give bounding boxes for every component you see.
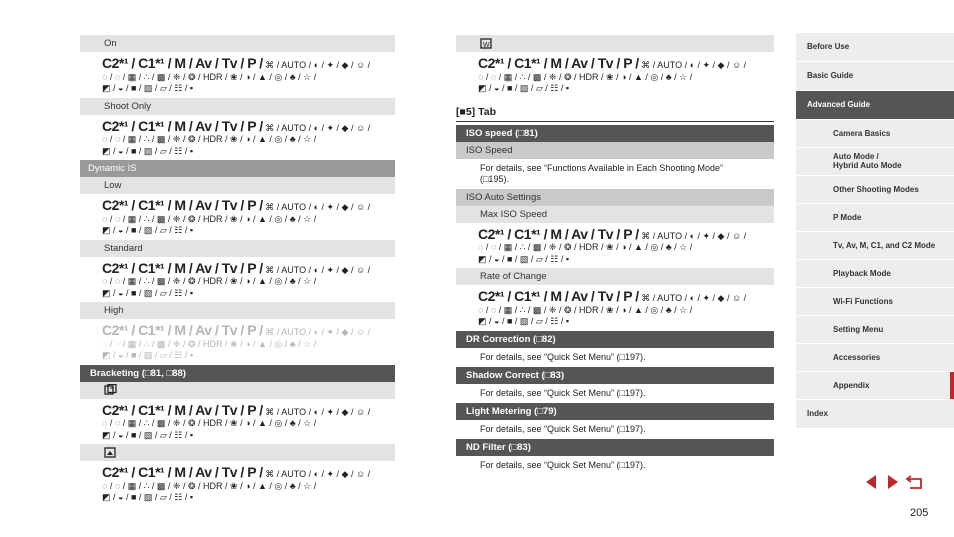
bracketing-type-1-row [80, 382, 395, 399]
page-navigation [862, 473, 924, 491]
return-icon [906, 474, 924, 490]
mode-list-bracket-2: C2*¹ / C1*¹ / M / Av / Tv / P / ⌘ / AUTO / ◐ / ✦ / ◆ / ☺ / ◌ / ◌ / ▦ / ∴ / ▩ / ❈ / ❂ / HDR / ❀ / ◑ / ▲ / ◎ / ♣ / ☆ / ◩ / ◒ / ■ / ▧ / ▱ / ☷ / ▪ [102, 464, 371, 502]
max-iso-row: Max ISO Speed [456, 206, 774, 223]
on-row: On [80, 35, 395, 52]
nav-auto-mode[interactable]: Auto Mode / Hybrid Auto Mode [796, 148, 954, 175]
nav-camera-basics[interactable]: Camera Basics [796, 120, 954, 147]
arrow-left-icon [863, 474, 879, 490]
nd-filter-desc: For details, see “Quick Set Menu” (□197). [480, 459, 646, 470]
svg-text:W: W [483, 41, 490, 49]
iso-speed-sub-row: ISO Speed [456, 142, 774, 159]
focus-bracket-icon [104, 384, 118, 396]
page-number: 205 [910, 507, 929, 519]
bracketing-row: Bracketing (□81, □88) [80, 365, 395, 382]
prev-page-button[interactable] [862, 473, 880, 491]
nav-setting-menu[interactable]: Setting Menu [796, 316, 954, 343]
bracketing-type-2-row [80, 444, 395, 461]
mode-list-high: C2*¹ / C1*¹ / M / Av / Tv / P / ⌘ / AUTO / ◐ / ✦ / ◆ / ☺ / ◌ / ◌ / ▦ / ∴ / ▩ / ❈ / ❂ / HDR / ❀ / ◑ / ▲ / ◎ / ♣ / ☆ / ◩ / ◒ / ■ / ▧ / ▱ / ☷ / ▪ [102, 322, 371, 360]
arrow-right-icon [885, 474, 901, 490]
nav-wifi-functions[interactable]: Wi-Fi Functions [796, 288, 954, 315]
nav-index[interactable]: Index [796, 400, 954, 428]
mode-list-shoot-only: C2*¹ / C1*¹ / M / Av / Tv / P / ⌘ / AUTO / ◐ / ✦ / ◆ / ☺ / ◌ / ◌ / ▦ / ∴ / ▩ / ❈ / ❂ / HDR / ❀ / ◑ / ▲ / ◎ / ♣ / ☆ / ◩ / ◒ / ■ / ▧ / ▱ / ☷ / ▪ [102, 117, 371, 156]
nav-p-mode[interactable]: P Mode [796, 204, 954, 231]
dr-correction-desc: For details, see “Quick Set Menu” (□197). [480, 351, 646, 362]
iso-auto-row: ISO Auto Settings [456, 189, 774, 206]
mode-list-bracket-3: C2*¹ / C1*¹ / M / Av / Tv / P / ⌘ / AUTO / ◐ / ✦ / ◆ / ☺ / ◌ / ◌ / ▦ / ∴ / ▩ / ❈ / ❂ / HDR / ❀ / ◑ / ▲ / ◎ / ♣ / ☆ / ◩ / ◒ / ■ / ▧ / ▱ / ☷ / ▪ [478, 55, 747, 93]
iso-speed-header: ISO speed (□81) [456, 125, 774, 142]
shadow-correct-desc: For details, see “Quick Set Menu” (□197). [480, 387, 646, 398]
dr-correction-header: DR Correction (□82) [456, 331, 774, 348]
nav-before-use[interactable]: Before Use [796, 33, 954, 61]
nav-other-shooting-modes[interactable]: Other Shooting Modes [796, 176, 954, 203]
left-column [80, 35, 395, 507]
mode-list-rate-change: C2*¹ / C1*¹ / M / Av / Tv / P / ⌘ / AUTO / ◐ / ✦ / ◆ / ☺ / ◌ / ◌ / ▦ / ∴ / ▩ / ❈ / ❂ / HDR / ❀ / ◑ / ▲ / ◎ / ♣ / ☆ / ◩ / ◒ / ■ / ▧ / ▱ / ☷ / ▪ [478, 288, 747, 326]
shoot-only-row: Shoot Only [80, 98, 395, 115]
exposure-bracket-icon [104, 447, 118, 459]
mode-list-standard: C2*¹ / C1*¹ / M / Av / Tv / P / ⌘ / AUTO / ◐ / ✦ / ◆ / ☺ / ◌ / ◌ / ▦ / ∴ / ▩ / ❈ / ❂ / HDR / ❀ / ◑ / ▲ / ◎ / ♣ / ☆ / ◩ / ◒ / ■ / ▧ / ▱ / ☷ / ▪ [102, 259, 371, 298]
nav-advanced-guide[interactable]: Advanced Guide [796, 91, 954, 119]
nav-playback-mode[interactable]: Playback Mode [796, 260, 954, 287]
light-metering-desc: For details, see “Quick Set Menu” (□197). [480, 423, 646, 434]
shadow-correct-header: Shadow Correct (□83) [456, 367, 774, 384]
low-row: Low [80, 177, 395, 194]
rate-change-row: Rate of Change [456, 268, 774, 285]
nav-basic-guide[interactable]: Basic Guide [796, 62, 954, 90]
nav-appendix[interactable]: Appendix [796, 372, 954, 399]
light-metering-header: Light Metering (□79) [456, 403, 774, 420]
wb-bracket-icon [480, 38, 494, 50]
mode-list-bracket-1: C2*¹ / C1*¹ / M / Av / Tv / P / ⌘ / AUTO / ◐ / ✦ / ◆ / ☺ / ◌ / ◌ / ▦ / ∴ / ▩ / ❈ / ❂ / HDR / ❀ / ◑ / ▲ / ◎ / ♣ / ☆ / ◩ / ◒ / ■ / ▧ / ▱ / ☷ / ▪ [102, 401, 371, 440]
mode-list-max-iso: C2*¹ / C1*¹ / M / Av / Tv / P / ⌘ / AUTO / ◐ / ✦ / ◆ / ☺ / ◌ / ◌ / ▦ / ∴ / ▩ / ❈ / ❂ / HDR / ❀ / ◑ / ▲ / ◎ / ♣ / ☆ / ◩ / ◒ / ■ / ▧ / ▱ / ☷ / ▪ [478, 225, 747, 264]
high-row: High [80, 302, 395, 319]
nav-accessories[interactable]: Accessories [796, 344, 954, 371]
tab-5-heading: [■5] Tab [456, 98, 774, 122]
dynamic-is-row: Dynamic IS [80, 160, 395, 177]
nd-filter-header: ND Filter (□83) [456, 439, 774, 456]
iso-speed-desc: For details, see “Functions Available in Each Shooting Mode” (□195). [480, 162, 723, 184]
middle-column [456, 35, 774, 475]
mode-list-on: C2*¹ / C1*¹ / M / Av / Tv / P / ⌘ / AUTO / ◐ / ✦ / ◆ / ☺ / ◌ / ◌ / ▦ / ∴ / ▩ / ❈ / ❂ / HDR / ❀ / ◑ / ▲ / ◎ / ♣ / ☆ / ◩ / ◒ / ■ / ▧ / ▱ / ☷ / ▪ [102, 55, 371, 93]
nav-tv-av-m[interactable]: Tv, Av, M, C1, and C2 Mode [796, 232, 954, 259]
return-button[interactable] [906, 473, 924, 491]
standard-row: Standard [80, 240, 395, 257]
next-page-button[interactable] [884, 473, 902, 491]
mode-list-low: C2*¹ / C1*¹ / M / Av / Tv / P / ⌘ / AUTO / ◐ / ✦ / ◆ / ☺ / ◌ / ◌ / ▦ / ∴ / ▩ / ❈ / ❂ / HDR / ❀ / ◑ / ▲ / ◎ / ♣ / ☆ / ◩ / ◒ / ■ / ▧ / ▱ / ☷ / ▪ [102, 197, 371, 235]
bracketing-type-3-row [456, 35, 774, 52]
sidebar-nav [796, 33, 954, 429]
